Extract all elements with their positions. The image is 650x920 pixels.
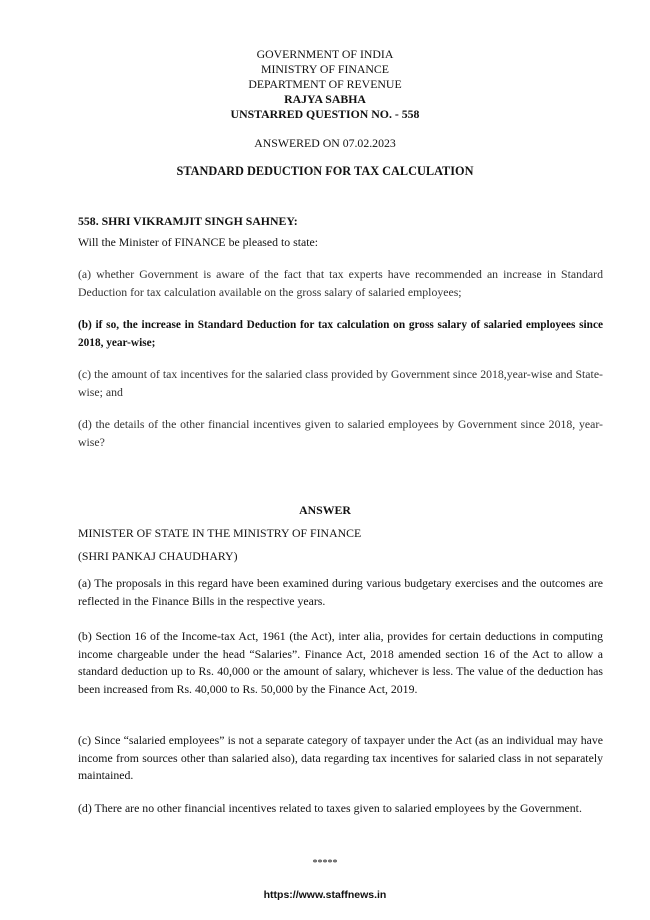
answer-minister-name: (SHRI PANKAJ CHAUDHARY) bbox=[78, 549, 238, 563]
question-part-b: (b) if so, the increase in Standard Deduction for tax calculation on gross salary of salaried employees since 2018, year-wise; bbox=[78, 319, 603, 349]
answered-date: ANSWERED ON 07.02.2023 bbox=[254, 136, 396, 150]
header-house: RAJYA SABHA bbox=[284, 92, 366, 106]
question-number: UNSTARRED QUESTION NO. - 558 bbox=[230, 107, 420, 121]
end-mark: ***** bbox=[312, 858, 338, 869]
answer-part-d: (d) There are no other financial incentives related to taxes given to salaried employees by the Government. bbox=[78, 801, 582, 815]
answer-part-a: (a) The proposals in this regard have been examined during various budgetary exercises and the outcomes are reflected in the Finance Bills in the respective years. bbox=[78, 576, 603, 608]
answer-minister: MINISTER OF STATE IN THE MINISTRY OF FINANCE bbox=[78, 526, 362, 540]
answer-heading: ANSWER bbox=[299, 503, 351, 517]
answer-part-c: (c) Since “salaried employees” is not a separate category of taxpayer under the Act (as an individual may have income from sources other than salaried also), data regarding tax incentives for salaried class in not separately maintained. bbox=[78, 733, 603, 783]
question-part-a: (a) whether Government is aware of the fact that tax experts have recommended an increase in Standard Deduction for tax calculation available on the gross salary of salaried employees; bbox=[78, 267, 603, 299]
question-intro: Will the Minister of FINANCE be pleased to state: bbox=[78, 235, 319, 249]
question-member: 558. SHRI VIKRAMJIT SINGH SAHNEY: bbox=[78, 214, 298, 228]
document-title: STANDARD DEDUCTION FOR TAX CALCULATION bbox=[176, 164, 474, 178]
question-part-c: (c) the amount of tax incentives for the salaried class provided by Government since 2018,year-wise and State-wise; and bbox=[78, 367, 603, 399]
header-ministry: MINISTRY OF FINANCE bbox=[260, 62, 390, 76]
footer-url-link[interactable]: https://www.staffnews.in bbox=[263, 889, 387, 901]
header-government: GOVERNMENT OF INDIA bbox=[256, 47, 394, 61]
answer-part-b: (b) Section 16 of the Income-tax Act, 1961 (the Act), inter alia, provides for certain deductions in computing income chargeable under the head “Salaries”. Finance Act, 2018 amended section 16 of the Act to allow a standard deduction up to Rs. 40,000 or the amount of salary, whichever is less. The value of the deduction has been increased from Rs. 40,000 to Rs. 50,000 by the Finance Act, 2019. bbox=[78, 629, 603, 696]
header-department: DEPARTMENT OF REVENUE bbox=[248, 77, 402, 91]
question-part-d: (d) the details of the other financial incentives given to salaried employees by Government since 2018, year-wise? bbox=[78, 417, 603, 449]
